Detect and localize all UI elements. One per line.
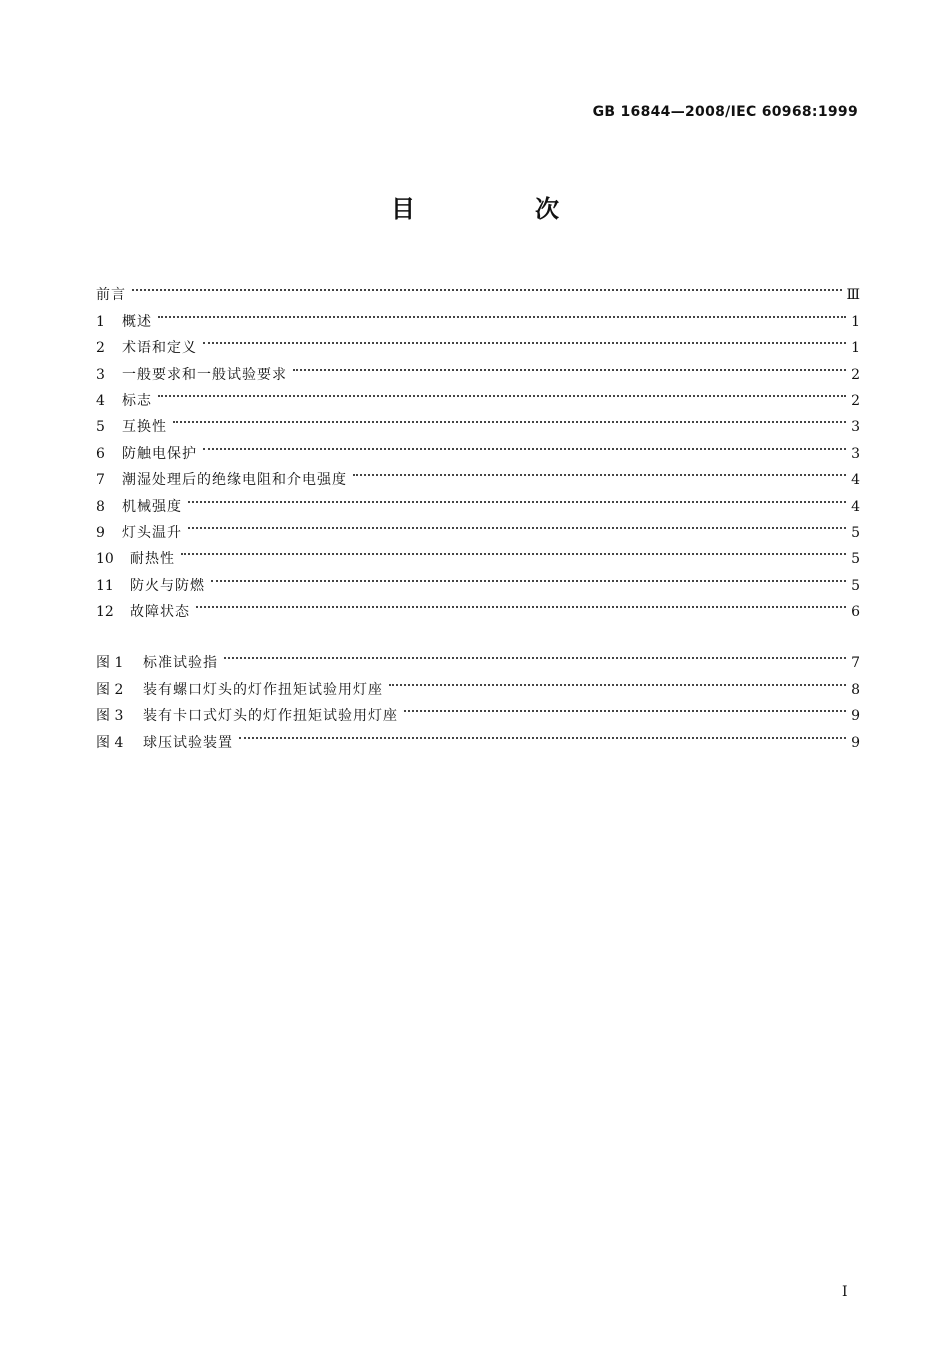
toc-entry[interactable] — [96, 326, 860, 357]
figure-entry-number: 图 2 — [96, 681, 124, 698]
figure-entry-number: 图 3 — [96, 708, 124, 725]
dot-leader — [353, 458, 846, 484]
list-of-figures — [96, 641, 860, 751]
toc-entry-page: Ⅲ — [846, 287, 860, 304]
dot-leader — [196, 590, 846, 616]
toc-entry-page: 6 — [851, 604, 860, 621]
toc-entry[interactable] — [96, 458, 860, 489]
toc-entry-number: 5 — [96, 419, 105, 436]
toc-entry-page: 2 — [851, 366, 860, 383]
toc-entry-label: 故障状态 — [130, 604, 190, 621]
toc-entry-page: 2 — [851, 392, 860, 409]
dot-leader — [203, 431, 846, 457]
figure-entry-page: 8 — [851, 681, 860, 698]
dot-leader — [173, 405, 846, 431]
toc-entry-label: 前言 — [96, 287, 126, 304]
toc-entry-page: 5 — [851, 577, 860, 594]
toc-entry-preface[interactable] — [96, 273, 860, 304]
toc-entry-page: 1 — [851, 313, 860, 330]
toc-entry-label: 一般要求和一般试验要求 — [122, 366, 287, 383]
toc-entry[interactable] — [96, 405, 860, 436]
dot-leader — [203, 326, 846, 352]
figure-entry-page: 9 — [851, 734, 860, 751]
toc-entry-number: 12 — [96, 604, 114, 621]
dot-leader — [389, 667, 846, 693]
toc-entry-page: 5 — [851, 551, 860, 568]
figure-entry-number: 图 4 — [96, 734, 124, 751]
toc-entry-number: 9 — [96, 524, 105, 541]
figure-entry-page: 7 — [851, 655, 860, 672]
toc-entry[interactable] — [96, 299, 860, 330]
toc-entry-number: 2 — [96, 340, 105, 357]
toc-entry-page: 4 — [851, 472, 860, 489]
toc-entry-number: 3 — [96, 366, 105, 383]
dot-leader — [404, 694, 846, 720]
toc-entry-label: 耐热性 — [130, 551, 175, 568]
dot-leader — [239, 720, 846, 746]
page-title: 目 次 — [391, 195, 607, 223]
toc-entry-page: 3 — [851, 419, 860, 436]
figure-entry-number: 图 1 — [96, 655, 124, 672]
toc-entry[interactable] — [96, 563, 860, 594]
toc-entry-number: 10 — [96, 551, 114, 568]
table-of-contents — [96, 273, 860, 621]
toc-entry-label: 潮湿处理后的绝缘电阻和介电强度 — [122, 472, 347, 489]
dot-leader — [224, 641, 846, 667]
dot-leader — [188, 484, 846, 510]
toc-entry-label: 标志 — [122, 392, 152, 409]
dot-leader — [181, 537, 846, 563]
figure-entry[interactable] — [96, 641, 860, 672]
toc-entry-number: 4 — [96, 392, 105, 409]
toc-entry-page: 3 — [851, 445, 860, 462]
figure-entry-label: 标准试验指 — [143, 655, 218, 672]
figure-entry-label: 装有卡口式灯头的灯作扭矩试验用灯座 — [143, 708, 398, 725]
toc-entry-label: 防触电保护 — [122, 445, 197, 462]
toc-entry-label: 机械强度 — [122, 498, 182, 515]
toc-entry-label: 概述 — [122, 313, 152, 330]
figure-entry-label: 球压试验装置 — [143, 734, 233, 751]
page-number: I — [842, 1284, 848, 1300]
toc-entry[interactable] — [96, 484, 860, 515]
dot-leader — [158, 299, 846, 325]
toc-entry[interactable] — [96, 590, 860, 621]
toc-entry-number: 11 — [96, 577, 114, 594]
toc-entry[interactable] — [96, 352, 860, 383]
toc-entry-number: 6 — [96, 445, 105, 462]
dot-leader — [132, 273, 842, 299]
dot-leader — [293, 352, 846, 378]
toc-entry-label: 防火与防燃 — [130, 577, 205, 594]
dot-leader — [188, 511, 846, 537]
toc-entry-number: 1 — [96, 313, 105, 330]
toc-entry[interactable] — [96, 537, 860, 568]
toc-entry-number: 8 — [96, 498, 105, 515]
toc-entry[interactable] — [96, 431, 860, 462]
toc-entry-page: 1 — [851, 340, 860, 357]
toc-entry-label: 灯头温升 — [122, 524, 182, 541]
toc-entry-label: 术语和定义 — [122, 340, 197, 357]
toc-entry-page: 4 — [851, 498, 860, 515]
standard-code: GB 16844—2008/IEC 60968:1999 — [592, 104, 858, 120]
figure-entry-page: 9 — [851, 708, 860, 725]
toc-entry[interactable] — [96, 379, 860, 409]
toc-entry-page: 5 — [851, 524, 860, 541]
dot-leader — [158, 379, 846, 405]
dot-leader — [211, 563, 846, 589]
figure-entry-label: 装有螺口灯头的灯作扭矩试验用灯座 — [143, 681, 383, 698]
toc-entry[interactable] — [96, 511, 860, 541]
toc-entry-label: 互换性 — [122, 419, 167, 436]
toc-entry-number: 7 — [96, 472, 105, 489]
